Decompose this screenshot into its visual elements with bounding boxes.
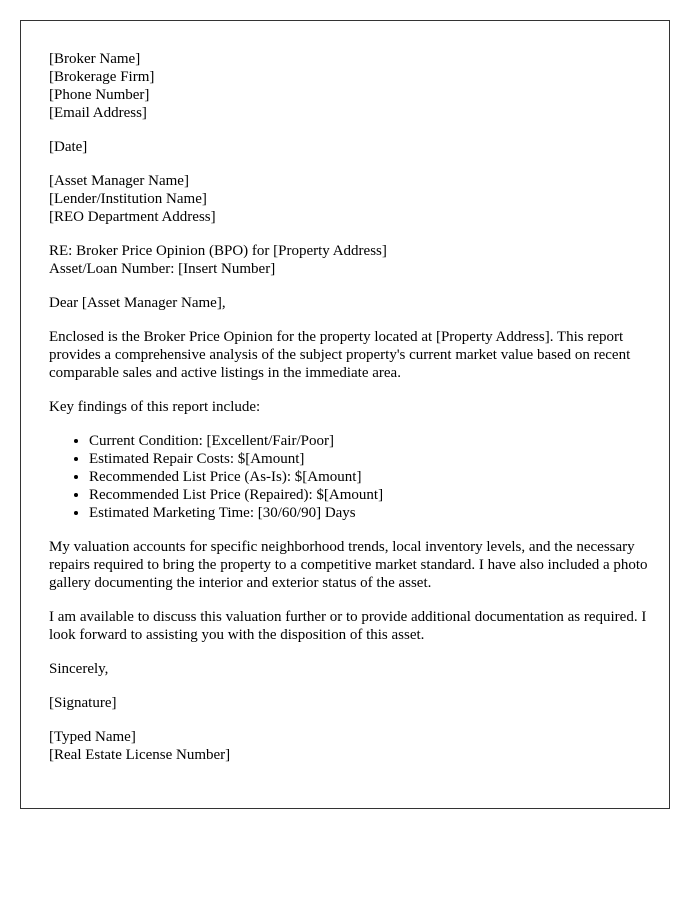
findings-list (49, 432, 649, 522)
typed-name: [Typed Name] (49, 729, 136, 745)
broker-name: [Broker Name] (49, 51, 141, 67)
valuation-paragraph: My valuation accounts for specific neighborhood trends, local inventory levels, and the necessary repairs required to bring the property to a competitive market standard. I have also included a photo gallery documenting the interior and exterior status of the asset. (49, 539, 648, 591)
findings-heading: Key findings of this report include: (49, 399, 261, 415)
reo-department-address: [REO Department Address] (49, 209, 216, 225)
intro-paragraph: Enclosed is the Broker Price Opinion for the property located at [Property Address]. This report provides a comprehensive analysis of the subject property's current market value based on recent comparable sales and active listings in the immediate area. (49, 329, 631, 381)
list-item: • Estimated Repair Costs: $[Amount] (89, 450, 649, 468)
complimentary-close: Sincerely, (49, 661, 109, 677)
phone-number: [Phone Number] (49, 87, 150, 103)
asset-manager-name: [Asset Manager Name] (49, 173, 189, 189)
subject-block (49, 242, 649, 278)
salutation: Dear [Asset Manager Name], (49, 295, 226, 311)
closing-paragraph: I am available to discuss this valuation further or to provide additional documentation as required. I look forward to assisting you with the disposition of this asset. (49, 609, 647, 643)
list-item: • Recommended List Price (Repaired): $[Amount] (89, 486, 649, 504)
sender-block (49, 50, 649, 122)
letter-page (20, 20, 670, 809)
email-address: [Email Address] (49, 105, 147, 121)
letter-date: [Date] (49, 139, 88, 155)
recipient-block (49, 172, 649, 226)
institution-name: [Lender/Institution Name] (49, 191, 207, 207)
typed-name-block (49, 728, 649, 764)
asset-loan-number: Asset/Loan Number: [Insert Number] (49, 261, 276, 277)
list-item: • Recommended List Price (As-Is): $[Amount] (89, 468, 649, 486)
list-item: • Estimated Marketing Time: [30/60/90] Days (89, 504, 649, 522)
signature: [Signature] (49, 695, 117, 711)
list-item: • Current Condition: [Excellent/Fair/Poor] (89, 432, 649, 450)
re-line: RE: Broker Price Opinion (BPO) for [Property Address] (49, 243, 387, 259)
brokerage-firm: [Brokerage Firm] (49, 69, 155, 85)
license-number: [Real Estate License Number] (49, 747, 231, 763)
date-block (49, 138, 649, 156)
